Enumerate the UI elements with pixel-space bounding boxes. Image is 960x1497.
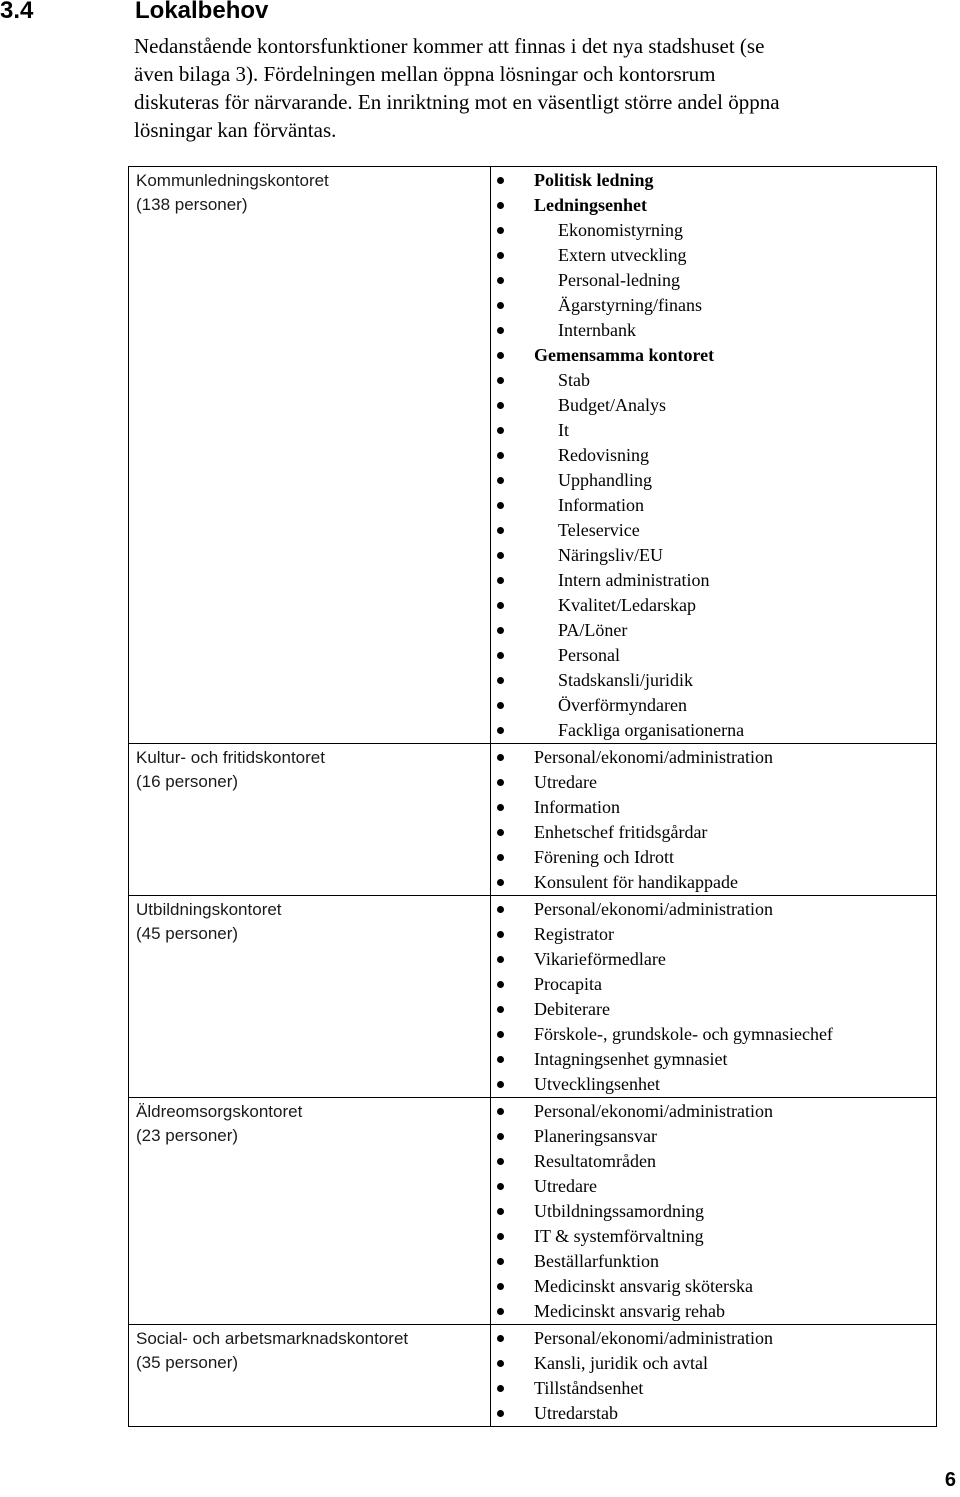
table-row (129, 896, 937, 1098)
function-label: Överförmyndaren (558, 695, 687, 715)
bullet-icon (497, 1133, 504, 1140)
office-cell (129, 1325, 491, 1427)
bullet-icon (497, 1360, 504, 1367)
list-item (491, 443, 936, 468)
bullet-icon (497, 1335, 504, 1342)
function-list (491, 1099, 936, 1324)
list-item (491, 243, 936, 268)
list-item (491, 1174, 936, 1199)
bullet-icon (497, 477, 504, 484)
list-item (491, 718, 936, 743)
bullet-icon (497, 202, 504, 209)
bullet-icon (497, 1081, 504, 1088)
bullet-icon (497, 1056, 504, 1063)
function-label: Politisk ledning (534, 170, 654, 190)
office-headcount: (138 personer) (136, 195, 248, 214)
list-item (491, 1224, 936, 1249)
function-label: Resultatområden (534, 1151, 656, 1171)
list-item (491, 543, 936, 568)
function-label: Utredare (534, 772, 597, 792)
bullet-icon (497, 1410, 504, 1417)
intro-line: även bilaga 3). Fördelningen mellan öppna lösningar och kontorsrum (134, 62, 716, 86)
function-label: Ägarstyrning/finans (558, 295, 702, 315)
function-label: Personal-ledning (558, 270, 680, 290)
function-label: Personal/ekonomi/administration (534, 899, 773, 919)
list-item (491, 193, 936, 218)
function-label: Personal/ekonomi/administration (534, 1101, 773, 1121)
list-item (491, 845, 936, 870)
intro-line: Nedanstående kontorsfunktioner kommer att finnas i det nya stadshuset (se (134, 34, 765, 58)
list-item (491, 1326, 936, 1351)
function-label: Intern administration (558, 570, 710, 590)
function-label: Planeringsansvar (534, 1126, 657, 1146)
functions-cell (491, 167, 937, 744)
bullet-icon (497, 302, 504, 309)
intro-line: lösningar kan förväntas. (134, 118, 337, 142)
list-item (491, 1149, 936, 1174)
bullet-icon (497, 377, 504, 384)
bullet-icon (497, 502, 504, 509)
function-label: PA/Löner (558, 620, 628, 640)
list-item (491, 745, 936, 770)
table-row (129, 167, 937, 744)
bullet-icon (497, 652, 504, 659)
function-label: Personal (558, 645, 620, 665)
office-headcount: (16 personer) (136, 772, 239, 791)
bullet-icon (497, 252, 504, 259)
bullet-icon (497, 627, 504, 634)
list-item (491, 618, 936, 643)
list-item (491, 693, 936, 718)
function-label: Förening och Idrott (534, 847, 674, 867)
bullet-icon (497, 602, 504, 609)
function-label: Upphandling (558, 470, 652, 490)
office-functions-table (128, 166, 937, 1427)
list-item (491, 1099, 936, 1124)
list-item (491, 1401, 936, 1426)
list-item (491, 643, 936, 668)
list-item (491, 343, 936, 368)
office-headcount: (45 personer) (136, 924, 239, 943)
list-item (491, 318, 936, 343)
list-item (491, 418, 936, 443)
bullet-icon (497, 1233, 504, 1240)
function-label: IT & systemförvaltning (534, 1226, 704, 1246)
bullet-icon (497, 956, 504, 963)
bullet-icon (497, 1031, 504, 1038)
bullet-icon (497, 931, 504, 938)
bullet-icon (497, 779, 504, 786)
function-label: Kvalitet/Ledarskap (558, 595, 696, 615)
function-label: Stadskansli/juridik (558, 670, 693, 690)
list-item (491, 922, 936, 947)
bullet-icon (497, 327, 504, 334)
bullet-icon (497, 702, 504, 709)
bullet-icon (497, 352, 504, 359)
office-name: Kommunledningskontoret (136, 171, 329, 190)
function-label: Medicinskt ansvarig rehab (534, 1301, 725, 1321)
function-label: Stab (558, 370, 591, 390)
table-row (129, 744, 937, 896)
bullet-icon (497, 402, 504, 409)
function-label: Förskole-, grundskole- och gymnasiechef (534, 1024, 833, 1044)
bullet-icon (497, 1258, 504, 1265)
bullet-icon (497, 1108, 504, 1115)
list-item (491, 1351, 936, 1376)
function-label: Beställarfunktion (534, 1251, 659, 1271)
function-label: Redovisning (558, 445, 650, 465)
list-item (491, 668, 936, 693)
list-item (491, 268, 936, 293)
list-item (491, 1022, 936, 1047)
list-item (491, 795, 936, 820)
list-item (491, 368, 936, 393)
function-label: Enhetschef fritidsgårdar (534, 822, 708, 842)
function-label: Ledningsenhet (534, 195, 648, 215)
functions-cell (491, 744, 937, 896)
function-label: Ekonomistyrning (558, 220, 683, 240)
list-item (491, 997, 936, 1022)
table-row (129, 1325, 937, 1427)
list-item (491, 218, 936, 243)
bullet-icon (497, 879, 504, 886)
list-item (491, 1072, 936, 1097)
function-label: Registrator (534, 924, 614, 944)
function-label: Gemensamma kontoret (534, 345, 715, 365)
bullet-icon (497, 727, 504, 734)
bullet-icon (497, 1183, 504, 1190)
function-label: Procapita (534, 974, 602, 994)
function-label: Internbank (558, 320, 636, 340)
function-label: Teleservice (558, 520, 640, 540)
list-item (491, 1199, 936, 1224)
function-label: It (558, 420, 569, 440)
bullet-icon (497, 677, 504, 684)
bullet-icon (497, 1208, 504, 1215)
functions-cell (491, 1098, 937, 1325)
section-title: Lokalbehov (135, 0, 269, 24)
list-item (491, 468, 936, 493)
list-item (491, 1299, 936, 1324)
bullet-icon (497, 1385, 504, 1392)
office-cell (129, 167, 491, 744)
functions-cell (491, 1325, 937, 1427)
function-label: Intagningsenhet gymnasiet (534, 1049, 728, 1069)
bullet-icon (497, 804, 504, 811)
bullet-icon (497, 1283, 504, 1290)
list-item (491, 1124, 936, 1149)
function-list (491, 745, 936, 895)
list-item (491, 1047, 936, 1072)
list-item (491, 770, 936, 795)
list-item (491, 1249, 936, 1274)
function-label: Utredare (534, 1176, 597, 1196)
bullet-icon (497, 427, 504, 434)
office-cell (129, 1098, 491, 1325)
bullet-icon (497, 981, 504, 988)
function-label: Utbildningssamordning (534, 1201, 704, 1221)
function-label: Medicinskt ansvarig sköterska (534, 1276, 753, 1296)
function-list (491, 897, 936, 1097)
function-label: Kansli, juridik och avtal (534, 1353, 708, 1373)
function-label: Vikarieförmedlare (534, 949, 666, 969)
list-item (491, 393, 936, 418)
office-name: Utbildningskontoret (136, 900, 282, 919)
office-cell (129, 896, 491, 1098)
bullet-icon (497, 1158, 504, 1165)
function-label: Fackliga organisationerna (558, 720, 745, 740)
office-headcount: (23 personer) (136, 1126, 239, 1145)
office-headcount: (35 personer) (136, 1353, 239, 1372)
function-label: Näringsliv/EU (558, 545, 663, 565)
list-item (491, 593, 936, 618)
table-row (129, 1098, 937, 1325)
function-label: Information (558, 495, 644, 515)
function-label: Personal/ekonomi/administration (534, 1328, 773, 1348)
function-label: Extern utveckling (558, 245, 687, 265)
list-item (491, 972, 936, 997)
list-item (491, 493, 936, 518)
bullet-icon (497, 1006, 504, 1013)
bullet-icon (497, 1308, 504, 1315)
list-item (491, 820, 936, 845)
intro-paragraph (134, 32, 914, 144)
office-cell (129, 744, 491, 896)
bullet-icon (497, 577, 504, 584)
list-item (491, 518, 936, 543)
list-item (491, 870, 936, 895)
list-item (491, 293, 936, 318)
function-label: Utredarstab (534, 1403, 618, 1423)
bullet-icon (497, 854, 504, 861)
function-label: Utvecklingsenhet (534, 1074, 660, 1094)
office-name: Kultur- och fritidskontoret (136, 748, 325, 767)
office-name: Äldreomsorgskontoret (136, 1102, 303, 1121)
function-list (491, 168, 936, 743)
list-item (491, 897, 936, 922)
section-number: 3.4 (0, 0, 34, 24)
list-item (491, 1274, 936, 1299)
bullet-icon (497, 754, 504, 761)
bullet-icon (497, 177, 504, 184)
list-item (491, 568, 936, 593)
function-label: Debiterare (534, 999, 610, 1019)
function-label: Information (534, 797, 620, 817)
functions-cell (491, 896, 937, 1098)
office-name: Social- och arbetsmarknadskontoret (136, 1329, 409, 1348)
function-label: Personal/ekonomi/administration (534, 747, 773, 767)
bullet-icon (497, 452, 504, 459)
function-list (491, 1326, 936, 1426)
intro-line: diskuteras för närvarande. En inriktning mot en väsentligt större andel öppna (134, 90, 780, 114)
function-label: Konsulent för handikappade (534, 872, 738, 892)
function-label: Tillståndsenhet (534, 1378, 644, 1398)
list-item (491, 168, 936, 193)
page-number: 6 (944, 1469, 956, 1491)
list-item (491, 1376, 936, 1401)
bullet-icon (497, 829, 504, 836)
bullet-icon (497, 906, 504, 913)
bullet-icon (497, 277, 504, 284)
list-item (491, 947, 936, 972)
function-label: Budget/Analys (558, 395, 666, 415)
bullet-icon (497, 227, 504, 234)
bullet-icon (497, 527, 504, 534)
bullet-icon (497, 552, 504, 559)
